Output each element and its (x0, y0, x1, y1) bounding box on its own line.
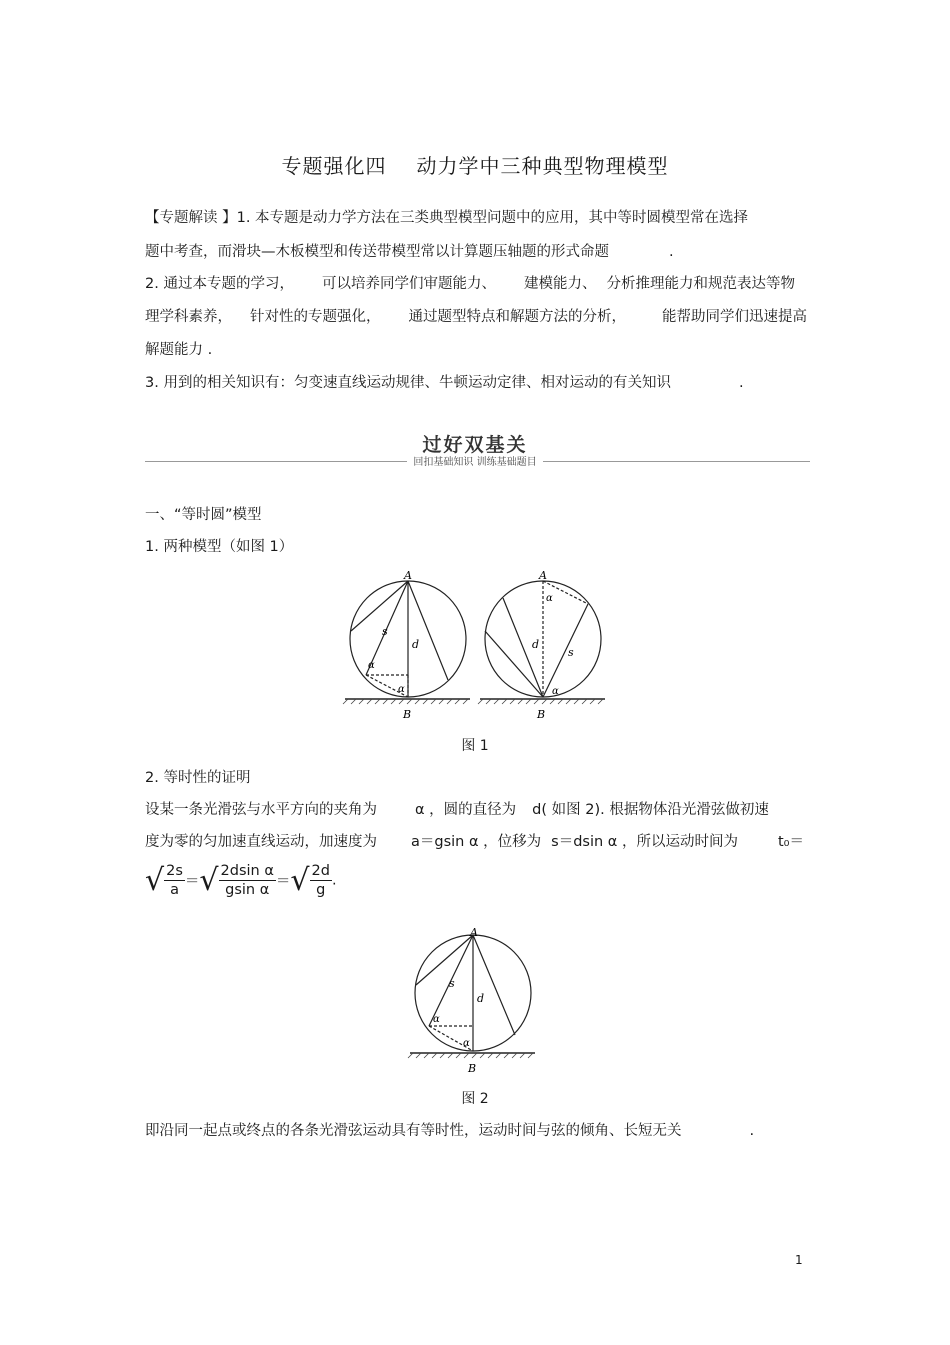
intro-line-5: 解题能力 . (145, 342, 213, 358)
subsection-proof: 2. 等时性的证明 (145, 770, 251, 786)
fig1-left-label-alpha-1: α (368, 660, 375, 671)
subsection-two-models: 1. 两种模型（如图 1） (145, 539, 294, 555)
proof-line-1: 设某一条光滑弦与水平方向的夹角为 α ，圆的直径为 d( 如图 2). 根据物体沿光滑弦做初速 (145, 802, 769, 818)
intro-line-2: 题中考查，而滑块—木板模型和传送带模型常以计算题压轴题的形式命题 . (145, 244, 674, 260)
intro-line-4: 理学科素养， 针对性的专题强化， 通过题型特点和解题方法的分析， 能帮助同学们迅速提高 (145, 309, 807, 325)
title-part2: 动力学中三种典型物理模型 (416, 154, 669, 178)
fig1-right-label-B: B (537, 708, 546, 721)
fig2-label-alpha-2: α (463, 1038, 470, 1049)
figure-1-right-diagram (480, 581, 605, 699)
intro-line-1: 【专题解读 】1. 本专题是动力学方法在三类典型模型问题中的应用，其中等时圆模型常在选择 (145, 210, 749, 226)
section-banner-title: 过好双基关 (422, 434, 528, 456)
section-heading: 一、“等时圆”模型 (145, 507, 262, 523)
intro-line-3: 2. 通过本专题的学习， 可以培养同学们审题能力、 建模能力、 分析推理能力和规范表达等物 (145, 276, 795, 292)
fig1-right-label-alpha-1: α (546, 593, 553, 604)
fig2-label-alpha-1: α (433, 1014, 440, 1025)
fig1-left-label-alpha-2: α (398, 684, 405, 695)
fig2-label-d: d (477, 992, 485, 1005)
page-number: 1 (795, 1253, 803, 1267)
fig2-label-B: B (468, 1062, 477, 1075)
title-part1: 专题强化四 (281, 154, 387, 178)
formula-fraction-2: $\frac{\text{2dsin α}}{\text{gsin α}}$ (220, 863, 274, 898)
figure-1-caption: 图 1 (461, 738, 489, 754)
figure-1-left-diagram (345, 581, 470, 699)
fig2-label-A: A (470, 926, 478, 939)
figure-2-diagram (410, 935, 535, 1053)
fig2-label-s: s (449, 977, 455, 990)
fig1-left-label-B: B (403, 708, 412, 721)
fig1-right-label-s: s (568, 646, 574, 659)
fig1-left-label-d: d (412, 638, 420, 651)
fig1-right-label-A: A (539, 569, 547, 582)
fig1-right-label-alpha-2: α (552, 686, 559, 697)
figure-1 (340, 568, 610, 723)
fig1-right-label-d: d (532, 638, 540, 651)
figure-2 (405, 922, 540, 1077)
proof-line-2: 度为零的匀加速直线运动，加速度为 a＝gsin α ，位移为 s＝dsin α ，所以运动时间为 t₀＝ (145, 834, 804, 850)
formula-fraction-3: $\frac{2d}{g}$ (311, 863, 330, 898)
fig1-left-label-s: s (382, 625, 388, 638)
conclusion-line: 即沿同一起点或终点的各条光滑弦运动具有等时性，运动时间与弦的倾角、长短无关 . (145, 1123, 755, 1139)
formula-fraction-1: $\frac{2s}{a}$ (166, 863, 183, 898)
fig1-left-label-A: A (404, 569, 412, 582)
intro-line-6: 3. 用到的相关知识有：匀变速直线运动规律、牛顿运动定律、相对运动的有关知识 . (145, 375, 744, 391)
figure-2-caption: 图 2 (461, 1091, 489, 1107)
section-banner-subtitle: 回扣基础知识 训练基础题目 (0, 453, 950, 468)
time-formula: √ $\frac{2s}{a}$ ＝√ $\frac{\text{2dsin α}}{\text{gsin α}}$ ＝√ $\frac{2d}{g}$ . (145, 863, 337, 898)
page-title (0, 150, 950, 179)
